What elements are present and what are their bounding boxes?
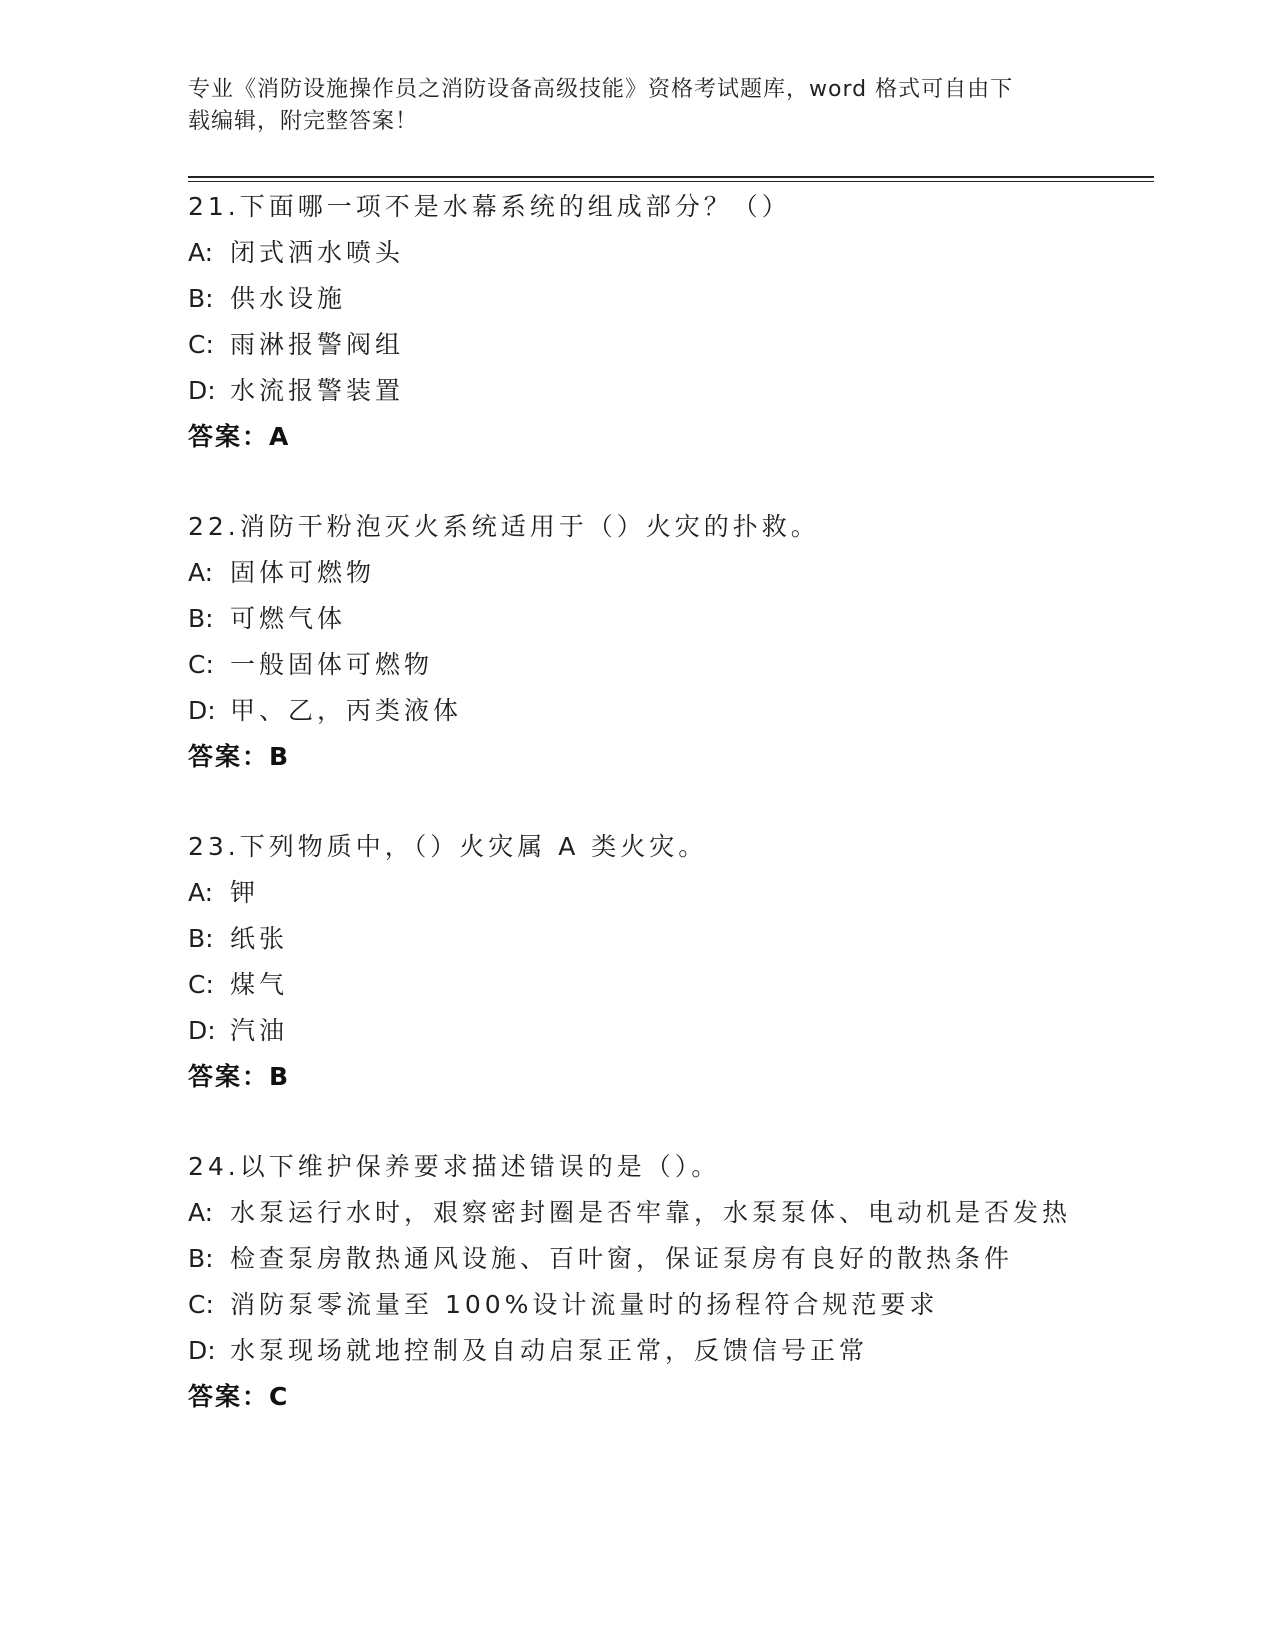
option-letter: C: (188, 650, 214, 679)
answer-label: 答案：B (188, 742, 291, 771)
answer-label: 答案：B (188, 1062, 291, 1091)
header-line-1: 专业《消防设施操作员之消防设备高级技能》资格考试题库，word 格式可自由下 (188, 77, 1014, 102)
option-text: 汽油 (230, 1016, 289, 1045)
question-stem: 23.下列物质中，（）火灾属 A 类火灾。 (188, 832, 708, 861)
option-text: 水泵运行水时，艰察密封圈是否牢靠，水泵泵体、电动机是否发热 (230, 1198, 1072, 1227)
option-text: 雨淋报警阀组 (230, 330, 405, 359)
option-text: 检查泵房散热通风设施、百叶窗，保证泵房有良好的散热条件 (230, 1244, 1014, 1273)
header-line-2: 载编辑，附完整答案！ (188, 109, 419, 134)
question-23 (188, 824, 1188, 1100)
question-stem: 22.消防干粉泡灭火系统适用于（）火灾的扑救。 (188, 512, 820, 541)
option-text: 水泵现场就地控制及自动启泵正常，反馈信号正常 (230, 1336, 869, 1365)
option-text: 固体可燃物 (230, 558, 376, 587)
option-d (188, 368, 1188, 414)
option-text: 可燃气体 (230, 604, 347, 633)
option-letter: B: (188, 284, 214, 313)
option-text: 一般固体可燃物 (230, 650, 434, 679)
option-text: 煤气 (230, 970, 289, 999)
option-text: 纸张 (230, 924, 289, 953)
option-d (188, 1328, 1188, 1374)
option-letter: C: (188, 970, 214, 999)
option-b (188, 596, 1188, 642)
option-letter: A: (188, 878, 214, 907)
option-letter: D: (188, 696, 216, 725)
option-letter: A: (188, 558, 214, 587)
option-text: 供水设施 (230, 284, 347, 313)
option-c (188, 962, 1188, 1008)
option-text: 闭式洒水喷头 (230, 238, 405, 267)
option-c (188, 322, 1188, 368)
option-letter: D: (188, 1336, 216, 1365)
option-text: 水流报警装置 (230, 376, 405, 405)
option-letter: C: (188, 1290, 214, 1319)
option-letter: B: (188, 1244, 214, 1273)
option-text: 钾 (230, 878, 260, 907)
option-letter: D: (188, 1016, 216, 1045)
option-text: 消防泵零流量至 100%设计流量时的扬程符合规范要求 (230, 1290, 939, 1319)
option-letter: D: (188, 376, 216, 405)
header-divider-thick (188, 176, 1154, 178)
option-d (188, 1008, 1188, 1054)
header-divider-thin (188, 181, 1154, 182)
option-c (188, 642, 1188, 688)
option-a (188, 870, 1188, 916)
answer-label: 答案：A (188, 422, 291, 451)
option-a (188, 1190, 1188, 1236)
document-header (188, 74, 1088, 138)
option-b (188, 1236, 1188, 1282)
question-stem: 21.下面哪一项不是水幕系统的组成部分？（） (188, 192, 791, 221)
option-a (188, 230, 1188, 276)
option-letter: B: (188, 604, 214, 633)
option-letter: A: (188, 1198, 214, 1227)
question-21 (188, 184, 1188, 460)
option-b (188, 276, 1188, 322)
question-24 (188, 1144, 1188, 1420)
option-text: 甲、乙，丙类液体 (230, 696, 463, 725)
question-stem: 24.以下维护保养要求描述错误的是（）。 (188, 1152, 721, 1181)
question-22 (188, 504, 1188, 780)
option-letter: A: (188, 238, 214, 267)
answer-label: 答案：C (188, 1382, 290, 1411)
option-letter: C: (188, 330, 214, 359)
option-d (188, 688, 1188, 734)
option-b (188, 916, 1188, 962)
option-a (188, 550, 1188, 596)
option-c (188, 1282, 1188, 1328)
option-letter: B: (188, 924, 214, 953)
